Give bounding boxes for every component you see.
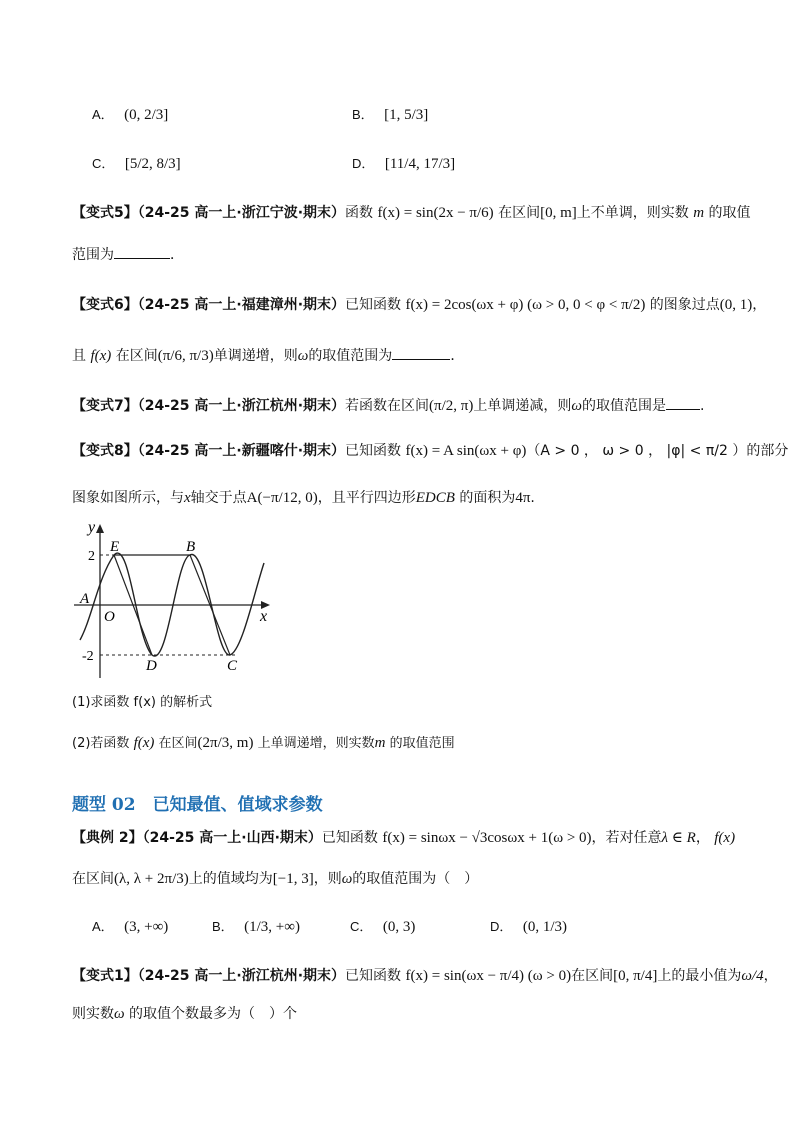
text: 在区间	[571, 968, 614, 984]
section-title: 题型 02 已知最值、值域求参数	[72, 795, 323, 815]
tick-label-neg2: -2	[82, 649, 94, 664]
text: 函数	[345, 205, 374, 221]
point-expr: (0, 1)	[719, 297, 753, 313]
function-expr: f(x) = sin(2x − π/6)	[377, 205, 494, 221]
lambda-expr: λ ∈ R	[661, 830, 696, 846]
answer-blank[interactable]	[114, 246, 170, 259]
point-c-label: C	[227, 658, 238, 674]
option-label: A．	[92, 107, 114, 122]
variant-tag: 【变式5】	[72, 205, 138, 221]
function-ref: f(x)	[714, 830, 736, 846]
option-c-top[interactable]	[92, 157, 181, 172]
min-value: ω/4	[741, 968, 764, 984]
text: 已知函数	[345, 968, 402, 984]
option-expr: [11/4, 17/3]	[384, 156, 456, 172]
x-axis-label: x	[260, 608, 268, 625]
variant-source: （24-25 高一上·福建漳州·期末）	[137, 297, 346, 313]
variant-7-line1: 【变式7】（24-25 高一上·浙江杭州·期末）若函数在区间(π/2, π)上单调递减，则ω的取值范围是 .	[72, 398, 705, 414]
option-expr: (0, 2/3]	[124, 107, 169, 123]
question-2	[72, 736, 455, 751]
text: 在区间	[72, 871, 114, 887]
text: 轴交于点	[190, 490, 247, 506]
text: 若函数在区间	[345, 398, 430, 414]
interval-expr: [0, π/4]	[613, 968, 658, 984]
variable-m: m	[374, 735, 386, 751]
variable-omega: ω	[341, 871, 353, 887]
variant-source: （24-25 高一上·浙江杭州·期末）	[137, 398, 346, 414]
text: 范围为	[72, 247, 114, 263]
point-a-label: A	[80, 591, 90, 607]
example-tag: 【典例 2】	[72, 830, 143, 846]
text: 上的值域均为	[188, 871, 273, 887]
option-expr: (0, 3)	[382, 919, 416, 935]
variant-tag: 【变式6】	[72, 297, 138, 313]
text: 在区间	[115, 348, 158, 364]
y-axis-arrow	[96, 524, 104, 533]
text: 的取值个数最多为（ ）个	[129, 1006, 298, 1022]
text: 上不单调，则实数	[576, 205, 689, 221]
option-b-top[interactable]	[352, 108, 428, 123]
text: 的取值范围	[389, 736, 455, 751]
option-label: A．	[92, 919, 114, 934]
answer-blank[interactable]	[392, 347, 450, 360]
variant-5-line2: 范围为 ．	[72, 247, 184, 263]
option-expr: (0, 1/3)	[522, 919, 568, 935]
variant-1-line1: 【变式1】（24-25 高一上·浙江杭州·期末）已知函数 f(x) = sin(ωx − π/4) (ω > 0)在区间[0, π/4]上的最小值为ω/4，	[72, 968, 778, 984]
text: 的图象过点	[649, 297, 720, 313]
point-e-label: E	[110, 539, 120, 555]
function-expr: f(x) = sin(ωx − π/4) (ω > 0)	[405, 968, 572, 984]
point-expr: A(−π/12, 0)	[246, 490, 318, 506]
variant-source: （24-25 高一上·新疆喀什·期末）	[137, 443, 346, 459]
variant-8-line1	[72, 444, 788, 459]
variant-6-line2: 且 f(x) 在区间(π/6, π/3)单调递增，则ω的取值范围为 ．	[72, 348, 465, 364]
area-value: 4π	[515, 490, 531, 506]
option-label: B．	[352, 107, 374, 122]
option-label: D．	[490, 919, 513, 934]
function-ref: f(x)	[133, 735, 155, 751]
tick-label-2: 2	[88, 549, 95, 564]
option-b[interactable]	[212, 920, 300, 935]
text: 图象如图所示，与	[72, 490, 184, 506]
text: 且	[72, 348, 86, 364]
point-d-label: D	[146, 658, 157, 674]
text: ，且平行四边形	[317, 490, 416, 506]
function-ref: f(x)	[90, 348, 112, 364]
option-label: B．	[212, 919, 234, 934]
text: 在区间	[498, 205, 541, 221]
option-d-top[interactable]	[352, 157, 455, 172]
function-expr: f(x) = sinωx − √3cosωx + 1(ω > 0)	[382, 830, 592, 846]
option-a[interactable]	[92, 920, 168, 935]
text: 在区间	[158, 736, 198, 751]
variant-source: （24-25 高一上·浙江杭州·期末）	[137, 968, 346, 984]
text: 已知函数	[321, 830, 378, 846]
variant-5-line1	[72, 206, 751, 221]
interval-expr: (λ, λ + 2π/3)	[114, 871, 189, 887]
variable-omega: ω	[571, 398, 582, 414]
y-axis-label: y	[88, 519, 96, 536]
interval-expr: (2π/3, m)	[197, 735, 254, 751]
variable-omega: ω	[297, 348, 309, 364]
text: ，则	[313, 871, 342, 887]
variant-6-line1: 【变式6】（24-25 高一上·福建漳州·期末）已知函数 f(x) = 2cos(ωx + φ) (ω > 0, 0 < φ < π/2) 的图象过点(0, 1)，	[72, 297, 767, 313]
interval-expr: (π/6, π/3)	[157, 348, 214, 364]
point-o-label: O	[104, 609, 115, 625]
variant-tag: 【变式7】	[72, 398, 138, 414]
text: 已知函数	[345, 443, 402, 459]
example-source: （24-25 高一上·山西·期末）	[142, 830, 322, 846]
text: 上单调递减，则	[473, 398, 572, 414]
text: 则实数	[72, 1006, 114, 1022]
text: (2)若函数	[72, 736, 130, 751]
question-1	[72, 696, 212, 709]
option-expr: (3, +∞)	[124, 919, 169, 935]
example-2-line2	[72, 872, 478, 887]
option-expr: [5/2, 8/3]	[124, 156, 181, 172]
variant-8-line2: 图象如图所示，与x轴交于点A(−π/12, 0)，且平行四边形EDCB 的面积为4π.	[72, 490, 535, 506]
point-b-label: B	[186, 539, 196, 555]
text: ，	[695, 830, 710, 846]
option-expr: [1, 5/3]	[384, 107, 429, 123]
condition-text: （A > 0 ， ω > 0 ， |φ| < π/2 ）的部分	[526, 443, 789, 459]
option-c[interactable]	[350, 920, 415, 935]
interval-expr: [0, m]	[540, 205, 577, 221]
variable-omega: ω	[114, 1006, 125, 1022]
option-label: D．	[352, 156, 375, 171]
option-a-top[interactable]	[92, 108, 168, 123]
interval-expr: (π/2, π)	[429, 398, 474, 414]
example-2-line1	[72, 831, 735, 846]
option-label: C．	[350, 919, 373, 934]
sine-graph	[70, 518, 280, 688]
text: 单调递增，则	[213, 348, 298, 364]
text: 已知函数	[345, 297, 402, 313]
text: 的取值范围为（ ）	[352, 871, 479, 887]
variant-tag: 【变式1】	[72, 968, 138, 984]
answer-blank[interactable]	[666, 397, 700, 410]
option-d[interactable]	[490, 920, 567, 935]
function-expr: f(x) = 2cos(ωx + φ) (ω > 0, 0 < φ < π/2)	[405, 297, 646, 313]
text: 的面积为	[459, 490, 516, 506]
option-expr: (1/3, +∞)	[244, 919, 300, 935]
text: 上的最小值为	[657, 968, 742, 984]
option-label: C．	[92, 156, 115, 171]
text: 的取值范围是	[581, 398, 666, 414]
text: 上单调递增，则实数	[257, 736, 375, 751]
range-expr: [−1, 3]	[272, 871, 314, 887]
variable-m: m	[693, 205, 705, 221]
parallelogram-name: EDCB	[415, 490, 455, 506]
text: 的取值	[708, 205, 751, 221]
question-1-text: (1)求函数 f(x) 的解析式	[72, 695, 213, 710]
text: 的取值范围为	[308, 348, 393, 364]
variant-source: （24-25 高一上·浙江宁波·期末）	[137, 205, 346, 221]
text: ，若对任意	[591, 830, 662, 846]
function-expr: f(x) = A sin(ωx + φ)	[405, 443, 527, 459]
variant-tag: 【变式8】	[72, 443, 138, 459]
variant-1-line2	[72, 1007, 297, 1022]
variable-x: x	[184, 490, 191, 506]
